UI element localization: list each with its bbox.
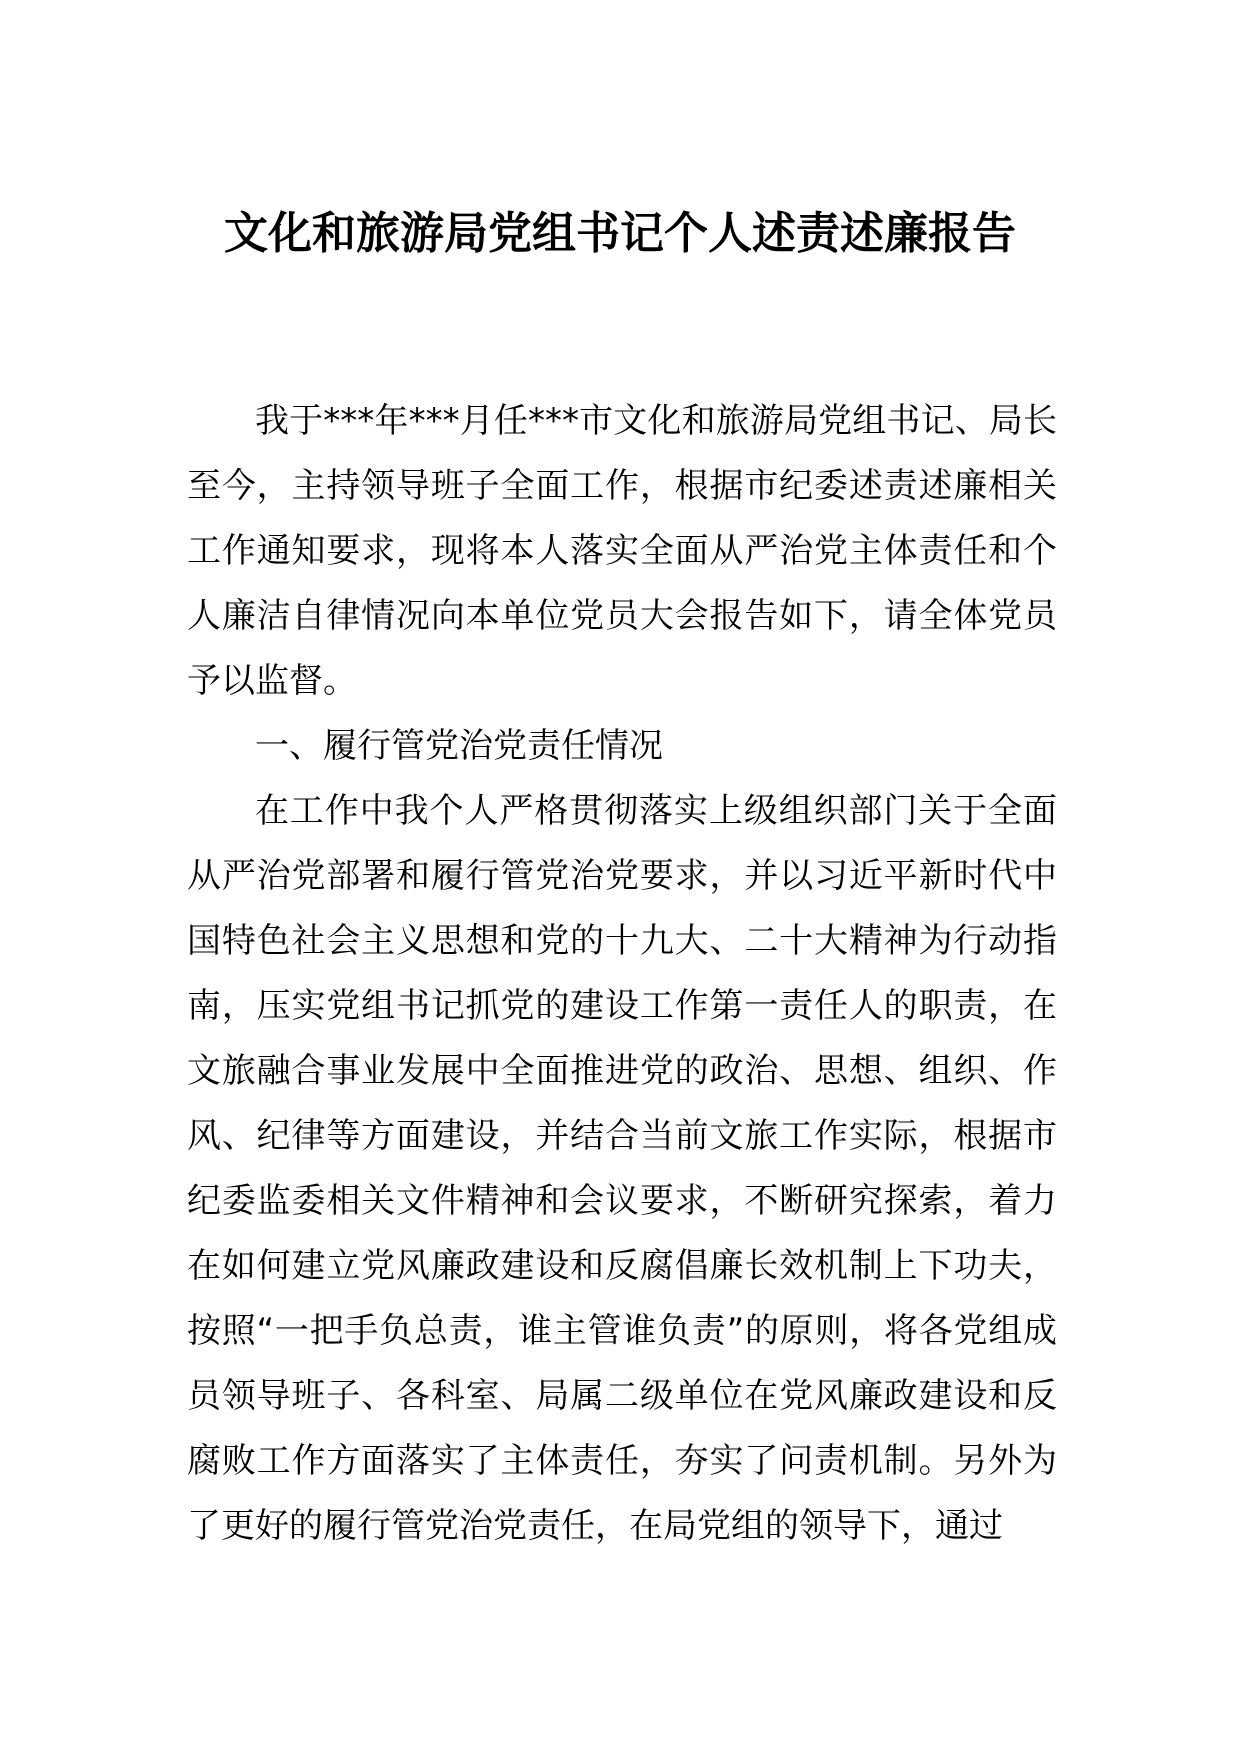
document-body xyxy=(187,389,1057,1559)
section-heading: 一、履行管党治党责任情况 xyxy=(255,726,663,766)
document-title: 文化和旅游局党组书记个人述责述廉报告 xyxy=(224,208,1016,259)
intro-paragraph: 我于***年***月任***市文化和旅游局党组书记、局长至今，主持领导班子全面工作，根据市纪委述责述廉相关工作通知要求，现将本人落实全面从严治党主体责任和个人廉洁自律情况向本单位党员大会报告如下，请全体党员予以监督。 xyxy=(187,401,1057,701)
body-paragraph: 在工作中我个人严格贯彻落实上级组织部门关于全面从严治党部署和履行管党治党要求，并以习近平新时代中国特色社会主义思想和党的十九大、二十大精神为行动指南，压实党组书记抓党的建设工作第一责任人的职责，在文旅融合事业发展中全面推进党的政治、思想、组织、作风、纪律等方面建设，并结合当前文旅工作实际，根据市纪委监委相关文件精神和会议要求，不断研究探索，着力在如何建立党风廉政建设和反腐倡廉长效机制上下功夫，按照“一把手负总责，谁主管谁负责”的原则，将各党组成员领导班子、各科室、局属二级单位在党风廉政建设和反腐败工作方面落实了主体责任，夯实了问责机制。另外为了更好的履行管党治党责任，在局党组的领导下，通过 xyxy=(187,791,1057,1546)
